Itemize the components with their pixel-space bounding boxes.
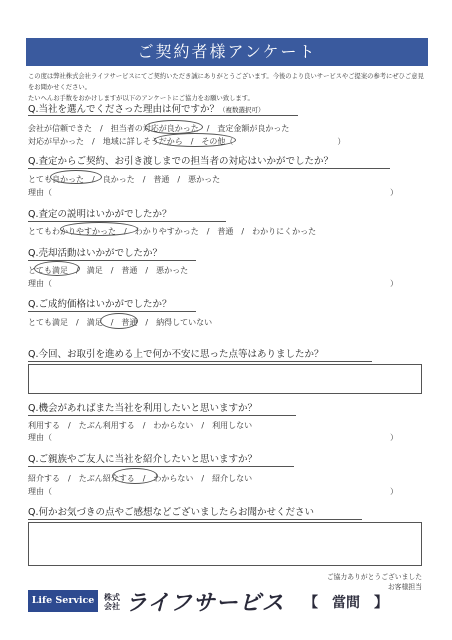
company-prefix: [104, 593, 120, 611]
question-5-underline: [28, 311, 196, 312]
question-4-options[interactable]: とても満足 / 満足 / 普通 / 悪かった: [28, 266, 189, 275]
question-5-options[interactable]: とても満足 / 満足 / 普通 / 納得していない: [28, 318, 213, 327]
question-1-text: Q.当社を選んでくださった理由は何ですか？: [28, 104, 219, 115]
reason-close: ）: [390, 433, 398, 442]
life-service-logo: Life Service: [28, 590, 98, 612]
question-1-options-line-1[interactable]: 会社が信頼できた / 担当者の対応が良かった / 査定金額が良かった: [28, 124, 290, 133]
question-1-underline: [28, 115, 298, 116]
reason-label: 理由（: [28, 433, 52, 442]
question-6-answer-box[interactable]: [28, 364, 422, 394]
reason-label: 理由（: [28, 279, 52, 288]
question-3-underline: [28, 221, 226, 222]
question-4-reason-field[interactable]: [28, 278, 398, 289]
company-prefix-bottom: 会社: [104, 601, 120, 611]
answer-circle-mark: [145, 120, 203, 134]
intro-line-2: たいへんお手数をおかけしますが以下のアンケートにご協力をお願い致します。: [28, 95, 254, 102]
reason-close: ）: [390, 279, 398, 288]
answer-circle-mark: [100, 313, 138, 329]
staff-label: お客様担当: [388, 583, 422, 591]
closing-text: [327, 572, 422, 592]
thanks-text: ご協力ありがとうございました: [326, 573, 422, 581]
answer-circle-mark: [112, 468, 158, 484]
reason-close: ）: [390, 487, 398, 496]
staff-name: 【 當間 】: [304, 595, 388, 611]
question-3-options[interactable]: とてもわかりやすかった / わかりやすかった / 普通 / わかりにくかった: [28, 227, 317, 236]
question-7-reason-field[interactable]: [28, 432, 398, 443]
intro-text: [28, 71, 428, 104]
question-7-options[interactable]: 利用する / たぶん利用する / わからない / 利用しない: [28, 421, 253, 430]
question-8-reason-field[interactable]: [28, 486, 398, 497]
question-2-reason-field[interactable]: [28, 187, 398, 198]
page-title: ご契約者様アンケート: [26, 38, 428, 66]
reason-label: 理由（: [28, 487, 52, 496]
question-2-underline: [28, 168, 390, 169]
reason-close: ）: [390, 188, 398, 197]
question-2-options[interactable]: とても良かった / 良かった / 普通 / 悪かった: [28, 175, 221, 184]
reason-label: 理由（: [28, 188, 52, 197]
company-name: [104, 586, 285, 617]
question-7-underline: [28, 415, 296, 416]
company-name-text: ライフサービス: [125, 591, 285, 616]
question-8-underline: [28, 466, 294, 467]
question-6-underline: [28, 361, 372, 362]
answer-circle-mark: [154, 133, 236, 147]
question-5-text: Q.ご成約価格はいかがでしたか？: [28, 299, 172, 310]
company-prefix-top: 株式: [104, 592, 120, 602]
question-7-text: Q.機会があればまた当社を利用したいと思いますか？: [28, 403, 257, 414]
question-4-text: Q.売却活動はいかがでしたか？: [28, 248, 162, 259]
question-8-options[interactable]: 紹介する / たぶん紹介する / わからない / 紹介しない: [28, 474, 253, 483]
question-9-underline: [28, 519, 362, 520]
question-1-note: （複数選択可）: [219, 106, 265, 114]
answer-circle-mark: [34, 261, 80, 276]
question-1: [28, 101, 265, 115]
question-8-text: Q.ご親族やご友人に当社を紹介したいと思いますか？: [28, 454, 257, 465]
answer-circle-mark: [60, 222, 138, 236]
question-2-text: Q.査定からご契約、お引き渡しまでの担当者の対応はいかがでしたか？: [28, 156, 333, 167]
answer-circle-mark: [50, 170, 102, 184]
intro-line-1: この度は弊社株式会社ライフサービスにてご契約いただき誠にありがとうございます。今後のより良いサービスやご提案の参考にぜひご意見をお聞かせください。: [28, 73, 424, 91]
question-9-answer-box[interactable]: [28, 522, 422, 566]
question-9-text: Q.何かお気づきの点やご感想などございましたらお聞かせください: [28, 507, 314, 518]
question-3-text: Q.査定の説明はいかがでしたか？: [28, 209, 172, 220]
question-1-options-line-2[interactable]: 対応が早かった / 地域に詳しそうだから / その他（ ）: [28, 137, 346, 146]
question-6-text: Q.今回、お取引を進める上で何か不安に思った点等はありましたか？: [28, 349, 324, 360]
